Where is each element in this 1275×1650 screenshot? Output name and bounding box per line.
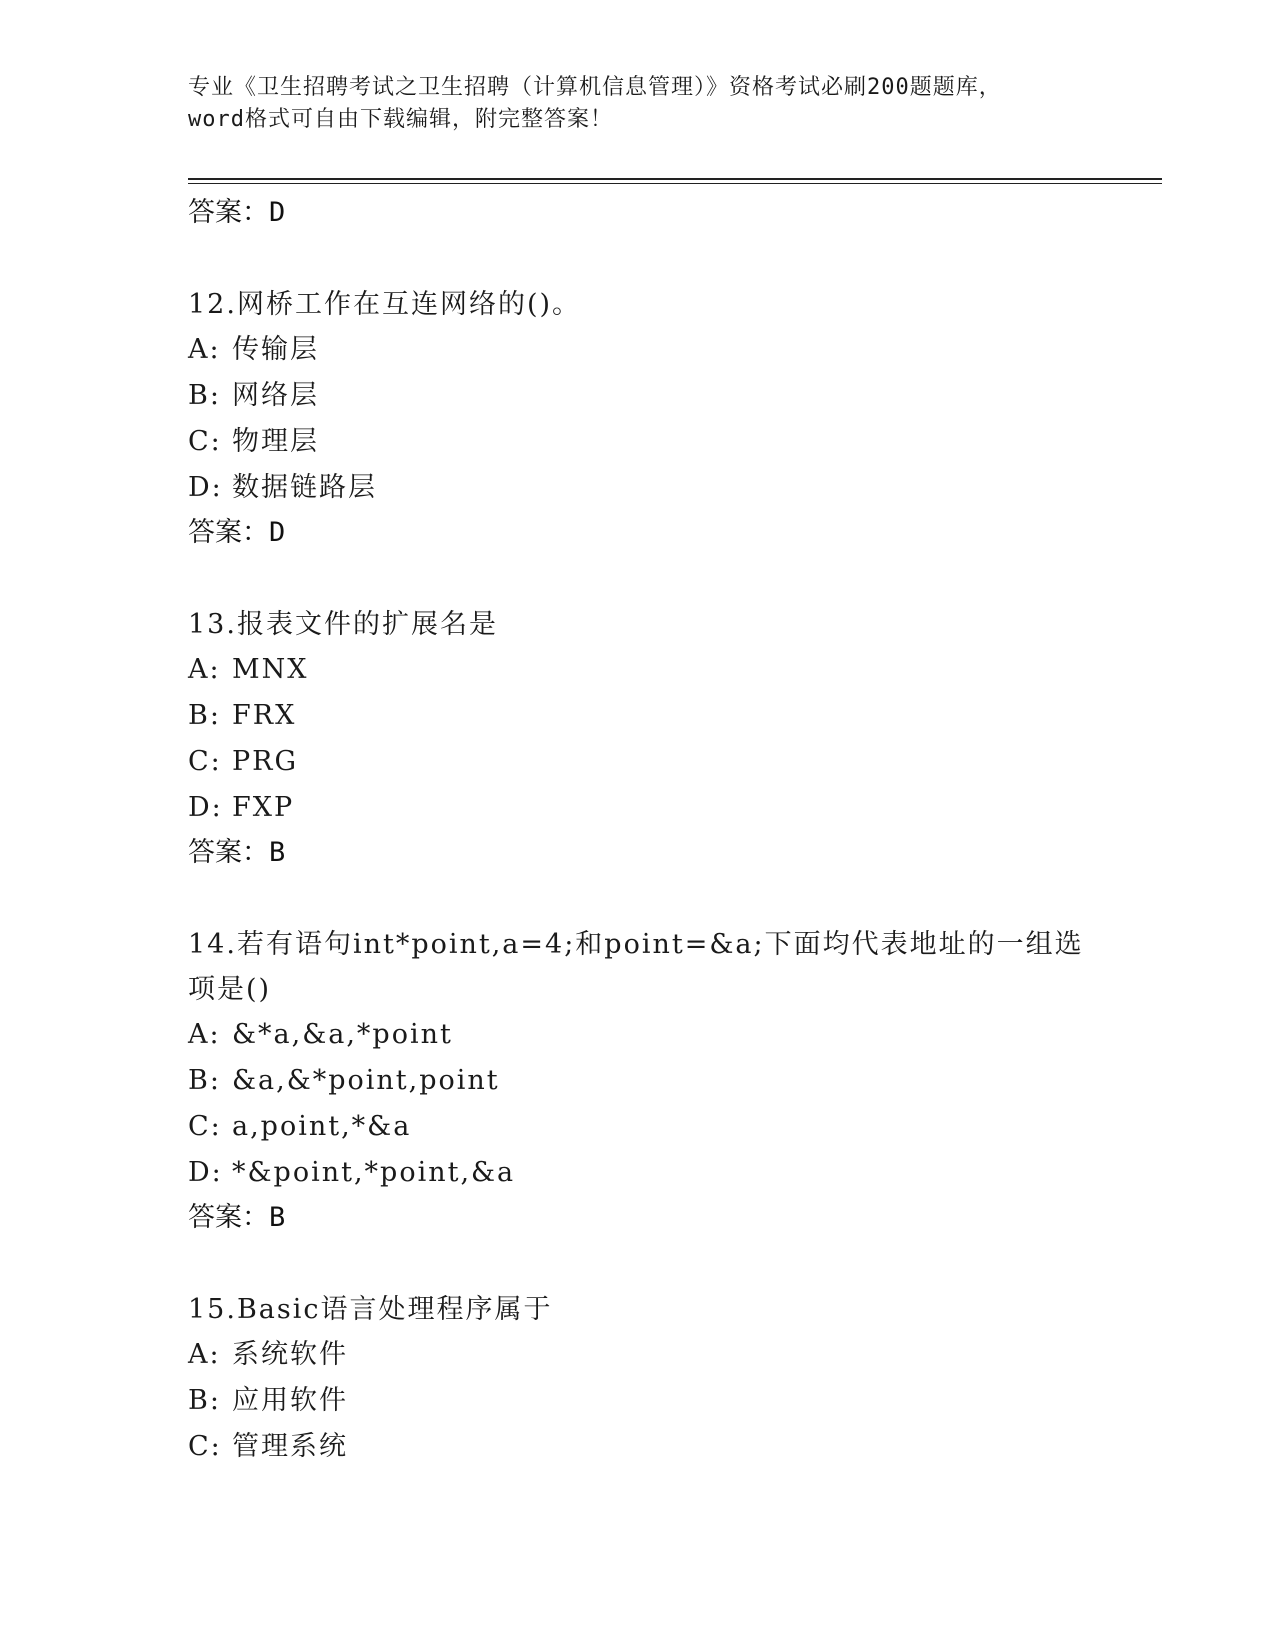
question-block: [188, 922, 1088, 1240]
option-text: 应用软件: [232, 1385, 348, 1416]
option-key: D:: [188, 472, 223, 503]
option-b: [188, 693, 1088, 739]
option-key: B:: [188, 1065, 221, 1096]
option-text: *&point,*point,&a: [232, 1157, 516, 1188]
option-key: A:: [188, 1339, 221, 1370]
option-key: B:: [188, 380, 221, 411]
question-stem: 13.报表文件的扩展名是: [188, 609, 498, 640]
option-b: [188, 373, 1088, 419]
option-c: [188, 1424, 1088, 1470]
option-a: [188, 647, 1088, 693]
answer-line: 答案：D: [188, 517, 286, 548]
option-c: [188, 739, 1088, 785]
option-c: [188, 419, 1088, 465]
option-d: [188, 785, 1088, 831]
question-stem: 12.网桥工作在互连网络的()。: [188, 289, 582, 320]
option-text: FRX: [232, 700, 297, 731]
option-d: [188, 1150, 1088, 1196]
question-stem: 15.Basic语言处理程序属于: [188, 1294, 553, 1325]
option-key: C:: [188, 1431, 222, 1462]
option-text: 管理系统: [232, 1431, 348, 1462]
option-d: [188, 465, 1088, 511]
option-text: 物理层: [232, 426, 319, 457]
header-divider-thin: [188, 183, 1162, 184]
option-key: C:: [188, 426, 222, 457]
option-text: PRG: [232, 746, 299, 777]
option-b: [188, 1378, 1088, 1424]
question-list: [188, 191, 1088, 1470]
question-block: [188, 282, 1088, 555]
option-key: C:: [188, 746, 222, 777]
answer-line: 答案：B: [188, 837, 286, 868]
option-text: MNX: [232, 654, 309, 685]
option-key: D:: [188, 1157, 223, 1188]
option-c: [188, 1104, 1088, 1150]
option-key: A:: [188, 654, 221, 685]
question-block: [188, 602, 1088, 875]
answer-line: 答案：D: [188, 197, 286, 228]
question-stem: 14.若有语句int*point,a=4;和point=&a;下面均代表地址的一组选项是(): [188, 929, 1084, 1005]
option-b: [188, 1058, 1088, 1104]
option-key: A:: [188, 334, 221, 365]
option-key: B:: [188, 1385, 221, 1416]
option-text: &*a,&a,*point: [232, 1019, 453, 1050]
option-text: 网络层: [232, 380, 319, 411]
header-line-1: 专业《卫生招聘考试之卫生招聘（计算机信息管理）》资格考试必刷200题题库，: [188, 75, 1002, 100]
option-text: 系统软件: [232, 1339, 348, 1370]
option-text: FXP: [232, 792, 295, 823]
header-divider-thick: [188, 178, 1162, 180]
option-text: 数据链路层: [232, 472, 377, 503]
document-header: [188, 72, 1078, 136]
option-key: C:: [188, 1111, 222, 1142]
option-text: &a,&*point,point: [232, 1065, 500, 1096]
option-a: [188, 327, 1088, 373]
option-key: B:: [188, 700, 221, 731]
question-block: [188, 1287, 1088, 1470]
option-a: [188, 1012, 1088, 1058]
option-text: 传输层: [232, 334, 319, 365]
option-key: A:: [188, 1019, 221, 1050]
option-key: D:: [188, 792, 223, 823]
header-line-2: word格式可自由下载编辑，附完整答案！: [188, 107, 613, 132]
option-a: [188, 1332, 1088, 1378]
option-text: a,point,*&a: [232, 1111, 412, 1142]
answer-line: 答案：B: [188, 1202, 286, 1233]
